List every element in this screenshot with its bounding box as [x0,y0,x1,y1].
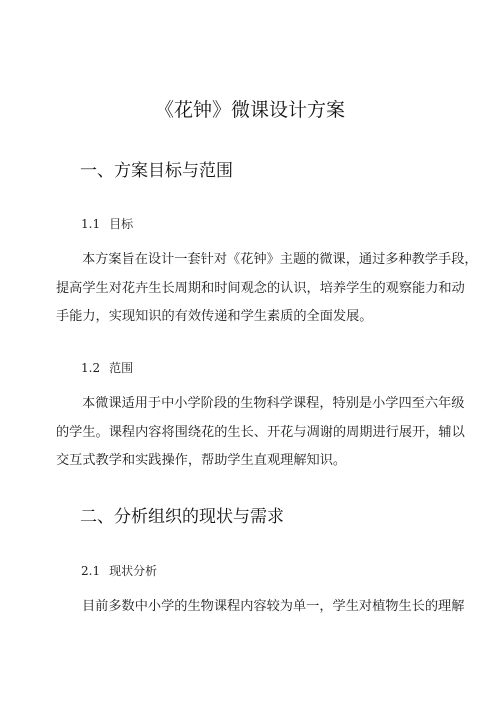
paragraph-line: 本微课适用于中小学阶段的生物科学课程，特别是小学四至六年级 [82,396,465,411]
subsection-title: 目标 [109,217,134,231]
paragraph-line: 提高学生对花卉生长周期和时间观念的认识，培养学生的观察能力和动 [56,280,465,296]
subsection-heading-1-2 [81,359,133,377]
paragraph-line: 交互式教学和实践操作，帮助学生直观理解知识。 [56,453,347,468]
paragraph-line: 本方案旨在设计一套针对《花钟》主题的微课，通过多种教学手段， [82,252,478,267]
subsection-number: 1.1 [81,217,101,231]
subsection-title: 现状分析 [109,564,158,578]
paragraph-line: 的学生。课程内容将围绕花的生长、开花与凋谢的周期进行展开，辅以 [56,424,465,440]
subsection-title: 范围 [109,361,134,375]
subsection-heading-1-1 [81,215,133,233]
section-heading-2: 二、分析组织的现状与需求 [80,507,284,527]
paragraph-line: 手能力，实现知识的有效传递和学生素质的全面发展。 [56,309,373,324]
paragraph-line: 目前多数中小学的生物课程内容较为单一，学生对植物生长的理解 [82,599,465,614]
subsection-number: 2.1 [81,564,101,578]
paragraph-1-2 [56,390,465,476]
section-heading-1: 一、方案目标与范围 [80,161,233,181]
paragraph-2-1 [56,593,465,622]
subsection-heading-2-1 [81,562,157,580]
subsection-number: 1.2 [81,361,101,375]
document-title: 《花钟》微课设计方案 [154,99,345,121]
paragraph-1-1 [56,246,478,332]
